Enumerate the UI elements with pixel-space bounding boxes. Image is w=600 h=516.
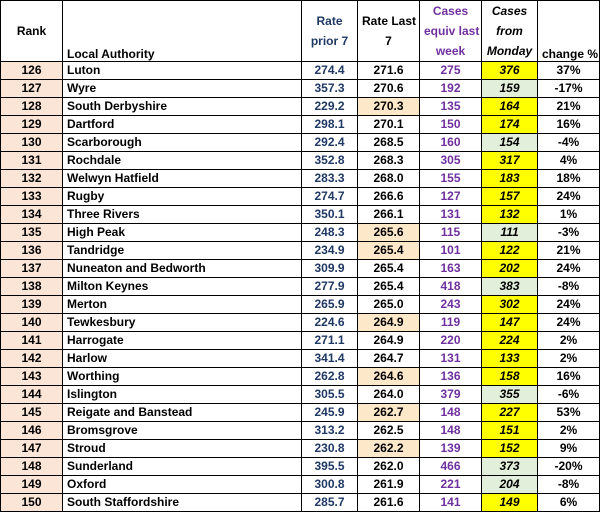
rate-last-cell: 268.5 bbox=[358, 134, 420, 152]
cases-equiv-cell: 160 bbox=[420, 134, 482, 152]
rate-prior-cell: 277.9 bbox=[302, 278, 358, 296]
table-row bbox=[1, 368, 600, 386]
cases-equiv-cell: 150 bbox=[420, 116, 482, 134]
header-rate-last-line-1: Rate Last bbox=[362, 14, 417, 28]
rate-prior-cell: 230.8 bbox=[302, 440, 358, 458]
cases-monday-cell: 355 bbox=[482, 386, 538, 404]
table-row bbox=[1, 476, 600, 494]
change-percent-cell: 9% bbox=[538, 440, 600, 458]
rate-prior-cell: 313.2 bbox=[302, 422, 358, 440]
cases-monday-cell: 152 bbox=[482, 440, 538, 458]
header-cases-equiv-line-1: Cases bbox=[432, 4, 469, 18]
cases-monday-cell: 373 bbox=[482, 458, 538, 476]
header-cases-equiv-line-2: equiv last bbox=[424, 24, 480, 38]
cases-monday-cell: 159 bbox=[482, 80, 538, 98]
table-row bbox=[1, 386, 600, 404]
local-authority-cell: Tewkesbury bbox=[63, 314, 302, 332]
rate-last-cell: 262.2 bbox=[358, 440, 420, 458]
cases-equiv-cell: 192 bbox=[420, 80, 482, 98]
change-percent-cell: -8% bbox=[538, 476, 600, 494]
cases-monday-cell: 302 bbox=[482, 296, 538, 314]
cases-equiv-cell: 155 bbox=[420, 170, 482, 188]
local-authority-cell: Luton bbox=[63, 62, 302, 80]
change-percent-cell: -20% bbox=[538, 458, 600, 476]
change-percent-cell: -6% bbox=[538, 386, 600, 404]
rate-prior-cell: 283.3 bbox=[302, 170, 358, 188]
rate-prior-cell: 248.3 bbox=[302, 224, 358, 242]
table-row bbox=[1, 188, 600, 206]
rank-cell: 128 bbox=[1, 98, 63, 116]
rate-last-cell: 266.6 bbox=[358, 188, 420, 206]
rate-prior-cell: 305.5 bbox=[302, 386, 358, 404]
cases-monday-cell: 149 bbox=[482, 494, 538, 512]
local-authority-cell: Tandridge bbox=[63, 242, 302, 260]
local-authority-cell: South Staffordshire bbox=[63, 494, 302, 512]
header-cases-equiv-last-week bbox=[420, 1, 482, 62]
rank-cell: 150 bbox=[1, 494, 63, 512]
rank-cell: 145 bbox=[1, 404, 63, 422]
header-cases-from-monday bbox=[482, 1, 538, 62]
rate-prior-cell: 395.5 bbox=[302, 458, 358, 476]
local-authority-cell: Nuneaton and Bedworth bbox=[63, 260, 302, 278]
rate-prior-cell: 350.1 bbox=[302, 206, 358, 224]
cases-monday-cell: 183 bbox=[482, 170, 538, 188]
local-authority-cell: Wyre bbox=[63, 80, 302, 98]
cases-equiv-cell: 119 bbox=[420, 314, 482, 332]
change-percent-cell: 16% bbox=[538, 368, 600, 386]
rank-cell: 132 bbox=[1, 170, 63, 188]
change-percent-cell: 53% bbox=[538, 404, 600, 422]
local-authority-cell: Oxford bbox=[63, 476, 302, 494]
change-percent-cell: -17% bbox=[538, 80, 600, 98]
cases-monday-cell: 147 bbox=[482, 314, 538, 332]
rate-last-cell: 265.0 bbox=[358, 296, 420, 314]
change-percent-cell: 2% bbox=[538, 350, 600, 368]
header-cases-monday-line-1: Cases bbox=[491, 4, 528, 18]
rank-cell: 133 bbox=[1, 188, 63, 206]
local-authority-cell: Harlow bbox=[63, 350, 302, 368]
rank-cell: 131 bbox=[1, 152, 63, 170]
header-cases-monday-line-2: from bbox=[496, 24, 523, 38]
change-percent-cell: 24% bbox=[538, 314, 600, 332]
change-percent-cell: 6% bbox=[538, 494, 600, 512]
rate-prior-cell: 309.9 bbox=[302, 260, 358, 278]
rank-cell: 147 bbox=[1, 440, 63, 458]
rate-last-cell: 264.9 bbox=[358, 314, 420, 332]
cases-equiv-cell: 221 bbox=[420, 476, 482, 494]
table-row bbox=[1, 62, 600, 80]
table-row bbox=[1, 80, 600, 98]
rank-cell: 142 bbox=[1, 350, 63, 368]
rank-cell: 143 bbox=[1, 368, 63, 386]
header-local-authority: Local Authority bbox=[63, 1, 302, 62]
change-percent-cell: 37% bbox=[538, 62, 600, 80]
local-authority-cell: High Peak bbox=[63, 224, 302, 242]
local-authority-cell: Milton Keynes bbox=[63, 278, 302, 296]
table-row bbox=[1, 332, 600, 350]
rate-prior-cell: 298.1 bbox=[302, 116, 358, 134]
cases-equiv-cell: 220 bbox=[420, 332, 482, 350]
cases-monday-cell: 174 bbox=[482, 116, 538, 134]
cases-equiv-cell: 148 bbox=[420, 404, 482, 422]
header-cases-equiv-line-3: week bbox=[435, 44, 466, 58]
rate-last-cell: 264.6 bbox=[358, 368, 420, 386]
local-authority-cell: South Derbyshire bbox=[63, 98, 302, 116]
rate-prior-cell: 245.9 bbox=[302, 404, 358, 422]
cases-equiv-cell: 466 bbox=[420, 458, 482, 476]
rank-cell: 146 bbox=[1, 422, 63, 440]
table-row bbox=[1, 296, 600, 314]
cases-equiv-cell: 131 bbox=[420, 350, 482, 368]
rank-cell: 129 bbox=[1, 116, 63, 134]
rank-cell: 140 bbox=[1, 314, 63, 332]
table-row bbox=[1, 494, 600, 512]
rate-last-cell: 270.1 bbox=[358, 116, 420, 134]
rate-last-cell: 270.3 bbox=[358, 98, 420, 116]
cases-equiv-cell: 135 bbox=[420, 98, 482, 116]
rate-prior-cell: 341.4 bbox=[302, 350, 358, 368]
rate-prior-cell: 224.6 bbox=[302, 314, 358, 332]
rate-prior-cell: 271.1 bbox=[302, 332, 358, 350]
table-row bbox=[1, 440, 600, 458]
change-percent-cell: 18% bbox=[538, 170, 600, 188]
header-change-percent: change % bbox=[538, 1, 600, 62]
rate-prior-cell: 292.4 bbox=[302, 134, 358, 152]
cases-monday-cell: 132 bbox=[482, 206, 538, 224]
cases-equiv-cell: 139 bbox=[420, 440, 482, 458]
cases-monday-cell: 122 bbox=[482, 242, 538, 260]
header-rank: Rank bbox=[1, 1, 63, 62]
cases-monday-cell: 151 bbox=[482, 422, 538, 440]
change-percent-cell: 4% bbox=[538, 152, 600, 170]
table-row bbox=[1, 134, 600, 152]
table-row bbox=[1, 152, 600, 170]
rank-cell: 126 bbox=[1, 62, 63, 80]
rate-last-cell: 265.6 bbox=[358, 224, 420, 242]
cases-equiv-cell: 379 bbox=[420, 386, 482, 404]
local-authority-cell: Scarborough bbox=[63, 134, 302, 152]
rate-last-cell: 264.7 bbox=[358, 350, 420, 368]
header-rate-prior-7 bbox=[302, 1, 358, 62]
cases-equiv-cell: 163 bbox=[420, 260, 482, 278]
cases-equiv-cell: 127 bbox=[420, 188, 482, 206]
cases-equiv-cell: 305 bbox=[420, 152, 482, 170]
local-authority-cell: Rochdale bbox=[63, 152, 302, 170]
table-row bbox=[1, 98, 600, 116]
local-authority-cell: Welwyn Hatfield bbox=[63, 170, 302, 188]
table-row bbox=[1, 242, 600, 260]
cases-monday-cell: 154 bbox=[482, 134, 538, 152]
table-row bbox=[1, 278, 600, 296]
table-row bbox=[1, 206, 600, 224]
header-row bbox=[1, 1, 600, 62]
cases-monday-cell: 202 bbox=[482, 260, 538, 278]
cases-monday-cell: 157 bbox=[482, 188, 538, 206]
cases-equiv-cell: 243 bbox=[420, 296, 482, 314]
rank-cell: 148 bbox=[1, 458, 63, 476]
header-rate-last-line-2: 7 bbox=[385, 34, 392, 48]
local-authority-cell: Bromsgrove bbox=[63, 422, 302, 440]
rate-prior-cell: 262.8 bbox=[302, 368, 358, 386]
rate-prior-cell: 285.7 bbox=[302, 494, 358, 512]
change-percent-cell: 1% bbox=[538, 206, 600, 224]
rate-prior-cell: 274.7 bbox=[302, 188, 358, 206]
rate-last-cell: 265.4 bbox=[358, 278, 420, 296]
rate-last-cell: 271.6 bbox=[358, 62, 420, 80]
cases-monday-cell: 227 bbox=[482, 404, 538, 422]
change-percent-cell: 24% bbox=[538, 260, 600, 278]
rate-prior-cell: 265.9 bbox=[302, 296, 358, 314]
rate-last-cell: 262.0 bbox=[358, 458, 420, 476]
local-authority-cell: Worthing bbox=[63, 368, 302, 386]
cases-equiv-cell: 131 bbox=[420, 206, 482, 224]
cases-equiv-cell: 115 bbox=[420, 224, 482, 242]
cases-monday-cell: 111 bbox=[482, 224, 538, 242]
table-row bbox=[1, 404, 600, 422]
change-percent-cell: 2% bbox=[538, 332, 600, 350]
local-authority-cell: Sunderland bbox=[63, 458, 302, 476]
local-authority-cell: Stroud bbox=[63, 440, 302, 458]
rank-cell: 127 bbox=[1, 80, 63, 98]
cases-monday-cell: 204 bbox=[482, 476, 538, 494]
cases-equiv-cell: 275 bbox=[420, 62, 482, 80]
table-body bbox=[1, 62, 600, 512]
rate-last-cell: 261.6 bbox=[358, 494, 420, 512]
rate-last-cell: 264.0 bbox=[358, 386, 420, 404]
cases-equiv-cell: 101 bbox=[420, 242, 482, 260]
change-percent-cell: -4% bbox=[538, 134, 600, 152]
change-percent-cell: -3% bbox=[538, 224, 600, 242]
change-percent-cell: 16% bbox=[538, 116, 600, 134]
local-authority-cell: Reigate and Banstead bbox=[63, 404, 302, 422]
rate-last-cell: 270.6 bbox=[358, 80, 420, 98]
table-row bbox=[1, 350, 600, 368]
change-percent-cell: -8% bbox=[538, 278, 600, 296]
rank-cell: 137 bbox=[1, 260, 63, 278]
rank-cell: 149 bbox=[1, 476, 63, 494]
cases-equiv-cell: 418 bbox=[420, 278, 482, 296]
rank-cell: 141 bbox=[1, 332, 63, 350]
rate-prior-cell: 229.2 bbox=[302, 98, 358, 116]
cases-monday-cell: 158 bbox=[482, 368, 538, 386]
rate-prior-cell: 352.8 bbox=[302, 152, 358, 170]
local-authority-cell: Three Rivers bbox=[63, 206, 302, 224]
cases-monday-cell: 164 bbox=[482, 98, 538, 116]
change-percent-cell: 2% bbox=[538, 422, 600, 440]
rate-last-cell: 268.0 bbox=[358, 170, 420, 188]
local-authority-cell: Harrogate bbox=[63, 332, 302, 350]
cases-monday-cell: 317 bbox=[482, 152, 538, 170]
header-rate-prior-line-1: Rate bbox=[316, 14, 343, 28]
table-row bbox=[1, 224, 600, 242]
rate-last-cell: 266.1 bbox=[358, 206, 420, 224]
table-row bbox=[1, 170, 600, 188]
local-authority-cell: Islington bbox=[63, 386, 302, 404]
change-percent-cell: 24% bbox=[538, 296, 600, 314]
rate-last-cell: 261.9 bbox=[358, 476, 420, 494]
table-row bbox=[1, 116, 600, 134]
rate-prior-cell: 274.4 bbox=[302, 62, 358, 80]
local-authority-cell: Merton bbox=[63, 296, 302, 314]
table-row bbox=[1, 314, 600, 332]
rate-prior-cell: 300.8 bbox=[302, 476, 358, 494]
rank-cell: 135 bbox=[1, 224, 63, 242]
rate-last-cell: 262.5 bbox=[358, 422, 420, 440]
cases-equiv-cell: 148 bbox=[420, 422, 482, 440]
rank-cell: 134 bbox=[1, 206, 63, 224]
local-authority-cell: Rugby bbox=[63, 188, 302, 206]
header-cases-monday-line-3: Monday bbox=[486, 44, 533, 58]
local-authority-cell: Dartford bbox=[63, 116, 302, 134]
rank-cell: 139 bbox=[1, 296, 63, 314]
rate-last-cell: 262.7 bbox=[358, 404, 420, 422]
cases-monday-cell: 133 bbox=[482, 350, 538, 368]
rank-cell: 136 bbox=[1, 242, 63, 260]
table-row bbox=[1, 260, 600, 278]
change-percent-cell: 21% bbox=[538, 242, 600, 260]
rate-last-cell: 265.4 bbox=[358, 242, 420, 260]
rate-prior-cell: 234.9 bbox=[302, 242, 358, 260]
rate-prior-cell: 357.3 bbox=[302, 80, 358, 98]
cases-equiv-cell: 136 bbox=[420, 368, 482, 386]
rank-cell: 144 bbox=[1, 386, 63, 404]
rate-last-cell: 268.3 bbox=[358, 152, 420, 170]
rank-cell: 130 bbox=[1, 134, 63, 152]
rate-last-cell: 265.4 bbox=[358, 260, 420, 278]
cases-monday-cell: 376 bbox=[482, 62, 538, 80]
header-rate-last-7 bbox=[358, 1, 420, 62]
rank-cell: 138 bbox=[1, 278, 63, 296]
change-percent-cell: 24% bbox=[538, 188, 600, 206]
rate-last-cell: 264.9 bbox=[358, 332, 420, 350]
cases-monday-cell: 383 bbox=[482, 278, 538, 296]
table-row bbox=[1, 422, 600, 440]
table-row bbox=[1, 458, 600, 476]
header-rate-prior-line-2: prior 7 bbox=[310, 34, 349, 48]
change-percent-cell: 21% bbox=[538, 98, 600, 116]
cases-monday-cell: 224 bbox=[482, 332, 538, 350]
cases-equiv-cell: 141 bbox=[420, 494, 482, 512]
